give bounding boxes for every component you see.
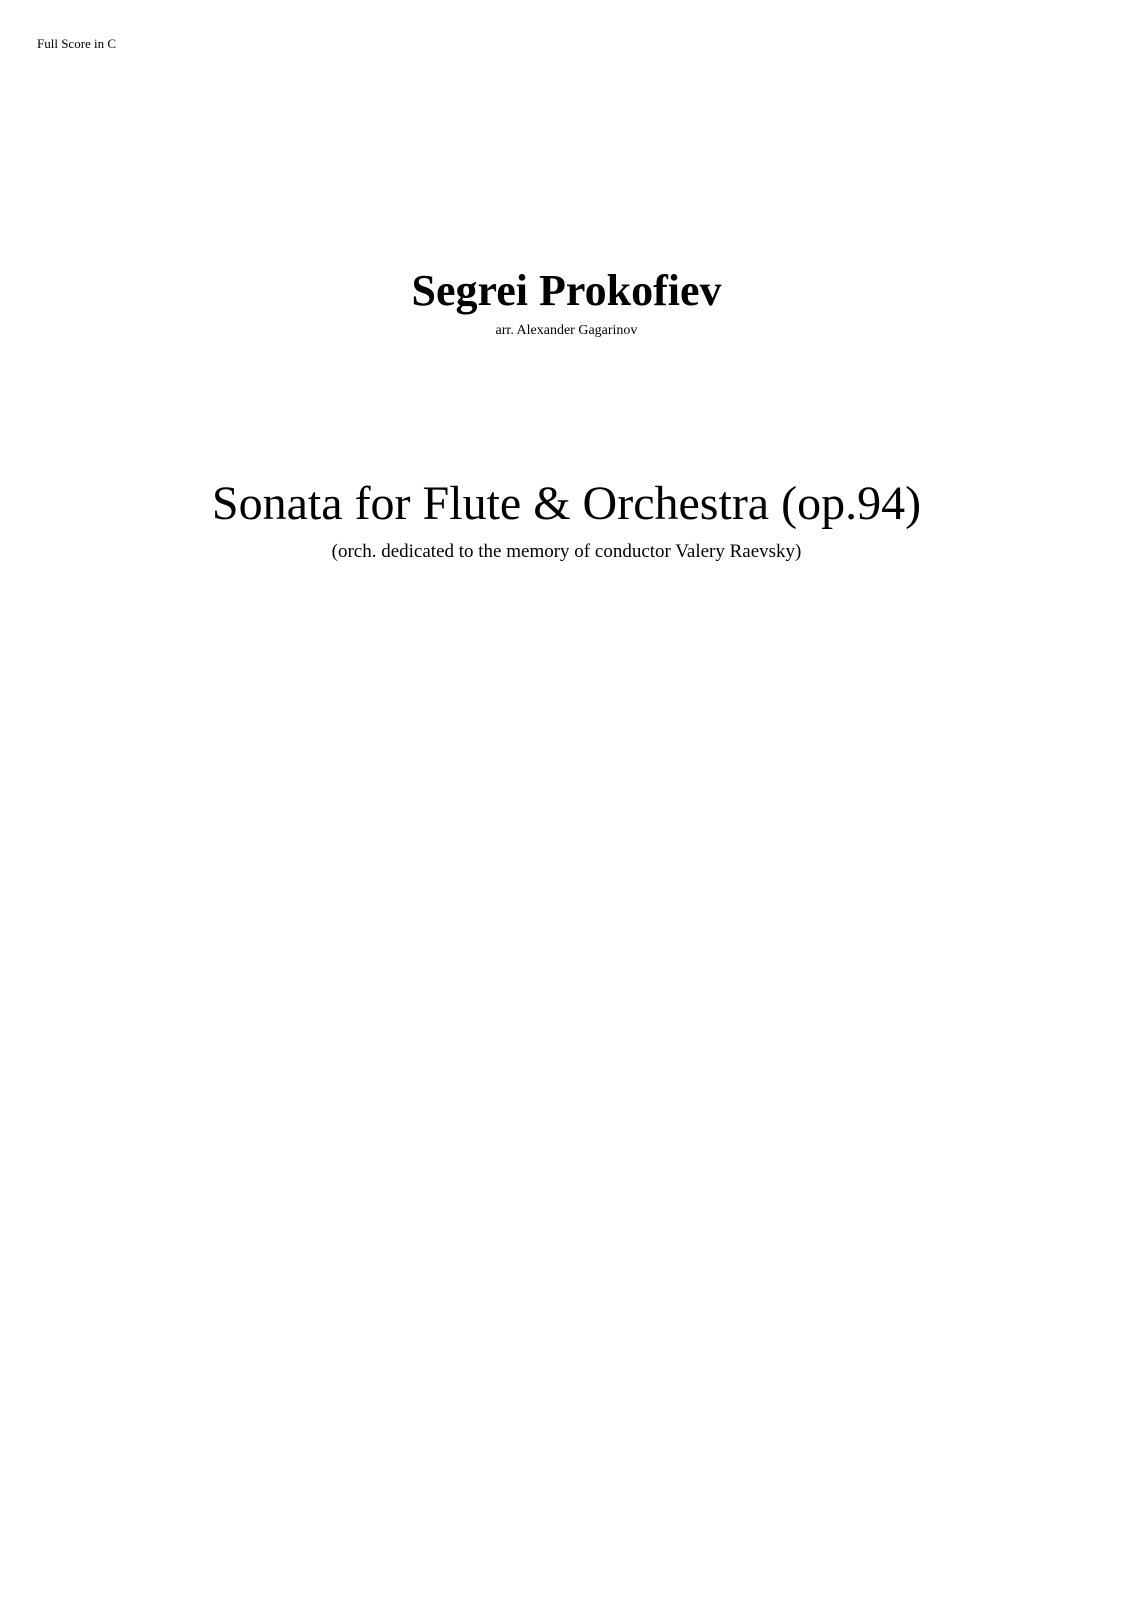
work-title: Sonata for Flute & Orchestra (op.94) [211, 477, 922, 530]
composer-name: Segrei Prokofiev [411, 266, 722, 315]
score-type-note: Full Score in C [37, 36, 117, 51]
dedication-note: (orch. dedicated to the memory of conductor Valery Raevsky) [331, 541, 802, 562]
arranger-credit: arr. Alexander Gagarinov [495, 323, 638, 338]
